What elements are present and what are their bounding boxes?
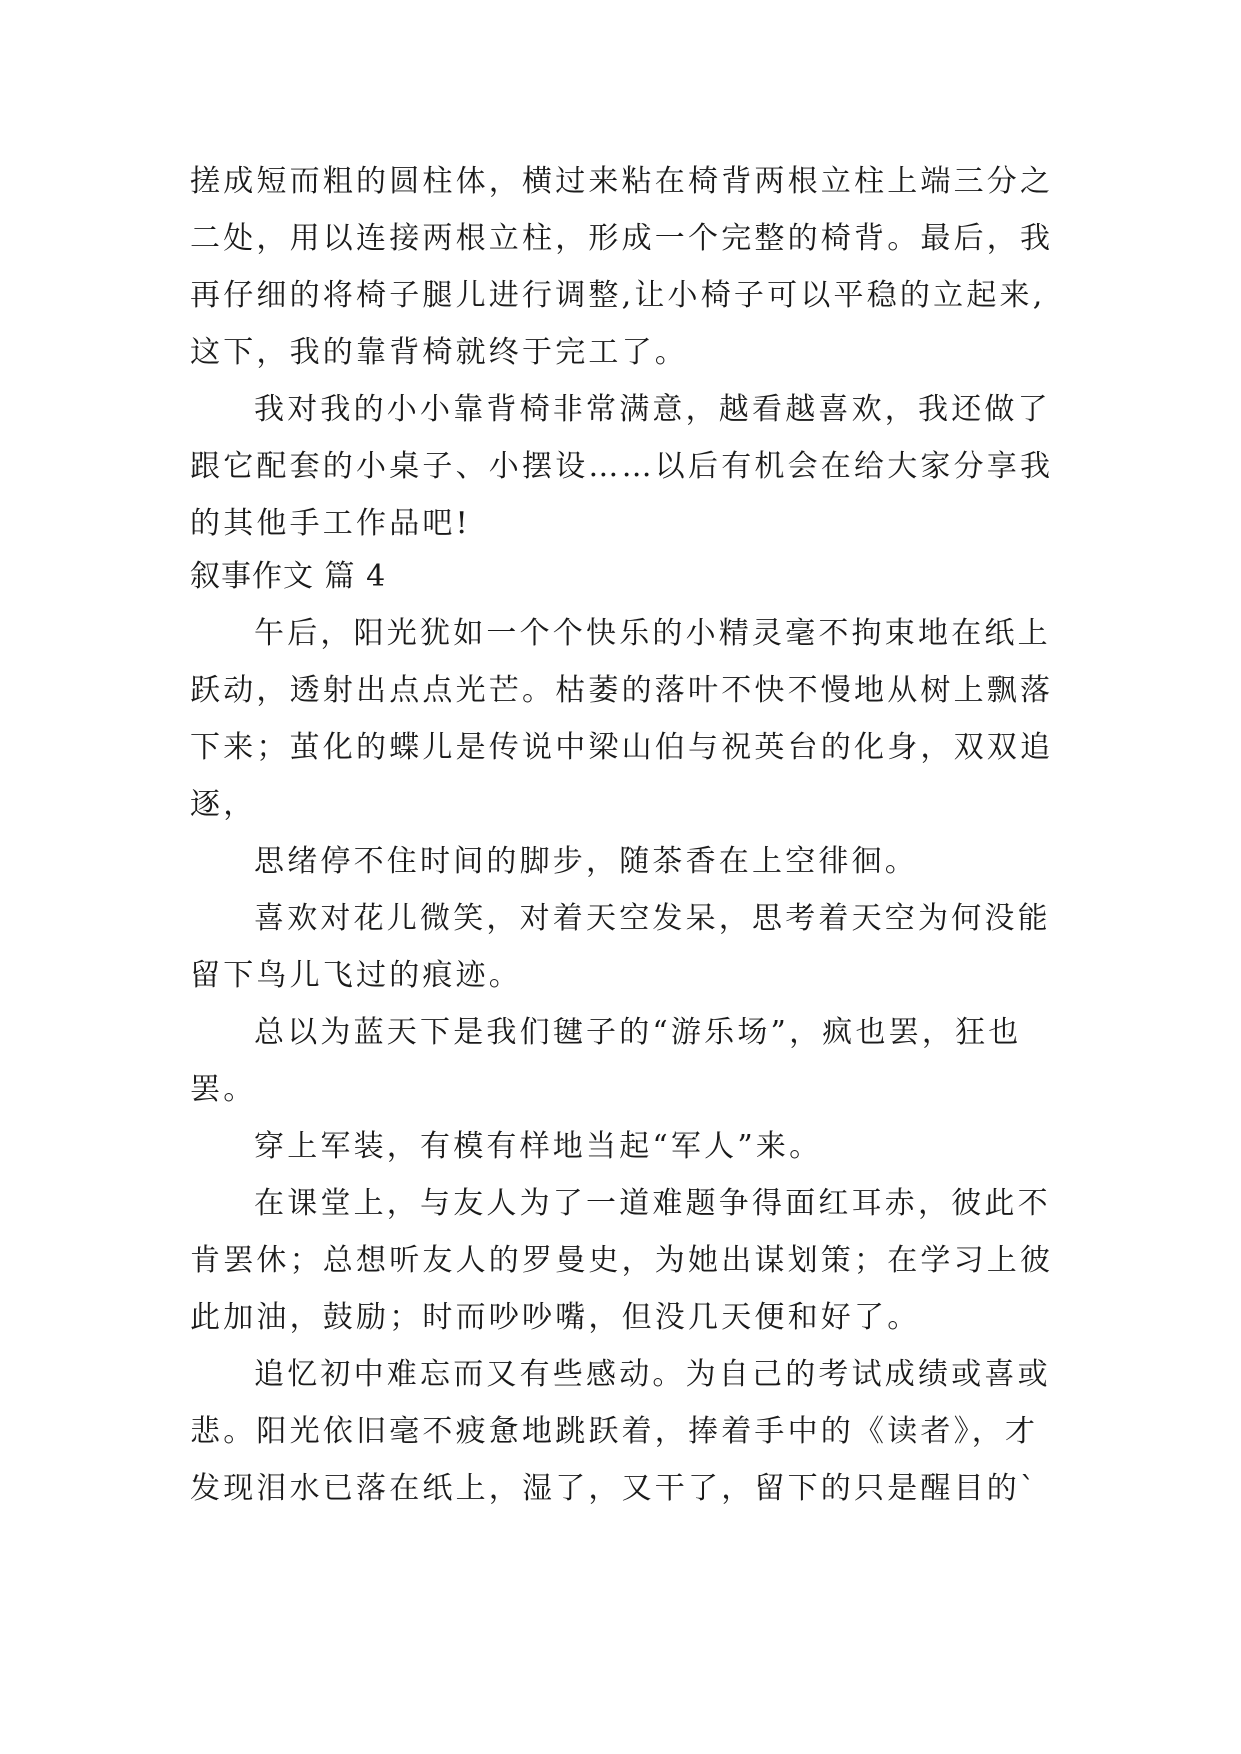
paragraph-start: 午后，阳光犹如一个个快乐的小精灵毫不拘束地在纸上 xyxy=(254,616,1051,651)
text-line: 发现泪水已落在纸上，湿了，又干了，留下的只是醒目的` xyxy=(190,1471,1039,1506)
paragraph-start: 总以为蓝天下是我们毽子的“游乐场”，疯也罢，狂也 xyxy=(254,1015,1022,1050)
paragraph-start: 追忆初中难忘而又有些感动。为自己的考试成绩或喜或 xyxy=(254,1357,1051,1392)
text-line: 留下鸟儿飞过的痕迹。 xyxy=(190,958,522,993)
text-line: 这下，我的靠背椅就终于完工了。 xyxy=(190,335,688,370)
paragraph-start: 在课堂上，与友人为了一道难题争得面红耳赤，彼此不 xyxy=(254,1186,1051,1221)
text-line: 跟它配套的小桌子、小摆设……以后有机会在给大家分享我 xyxy=(190,449,1054,484)
text-line: 下来；茧化的蝶儿是传说中梁山伯与祝英台的化身，双双追 xyxy=(190,730,1054,765)
text-line: 再仔细的将椅子腿儿进行调整,让小椅子可以平稳的立起来, xyxy=(190,278,1046,313)
text-line: 悲。阳光依旧毫不疲惫地跳跃着，捧着手中的《读者》，才 xyxy=(190,1414,1039,1449)
text-line: 此加油，鼓励；时而吵吵嘴，但没几天便和好了。 xyxy=(190,1300,921,1335)
paragraph-start: 穿上军装，有模有样地当起“军人”来。 xyxy=(254,1129,823,1164)
text-line: 肯罢休；总想听友人的罗曼史，为她出谋划策；在学习上彼 xyxy=(190,1243,1054,1278)
text-line: 的其他手工作品吧! xyxy=(190,506,471,541)
section-heading: 叙事作文 篇 4 xyxy=(190,559,387,594)
text-line: 逐， xyxy=(190,787,257,822)
text-line: 搓成短而粗的圆柱体，横过来粘在椅背两根立柱上端三分之 xyxy=(190,164,1054,199)
paragraph-start: 我对我的小小靠背椅非常满意，越看越喜欢，我还做了 xyxy=(254,392,1051,427)
text-line: 跃动，透射出点点光芒。枯萎的落叶不快不慢地从树上飘落 xyxy=(190,673,1054,708)
text-line: 二处，用以连接两根立柱，形成一个完整的椅背。最后，我 xyxy=(190,221,1054,256)
paragraph-start: 喜欢对花儿微笑，对着天空发呆，思考着天空为何没能 xyxy=(254,901,1051,936)
text-line: 罢。 xyxy=(190,1072,257,1107)
paragraph-start: 思绪停不住时间的脚步，随茶香在上空徘徊。 xyxy=(254,844,918,879)
